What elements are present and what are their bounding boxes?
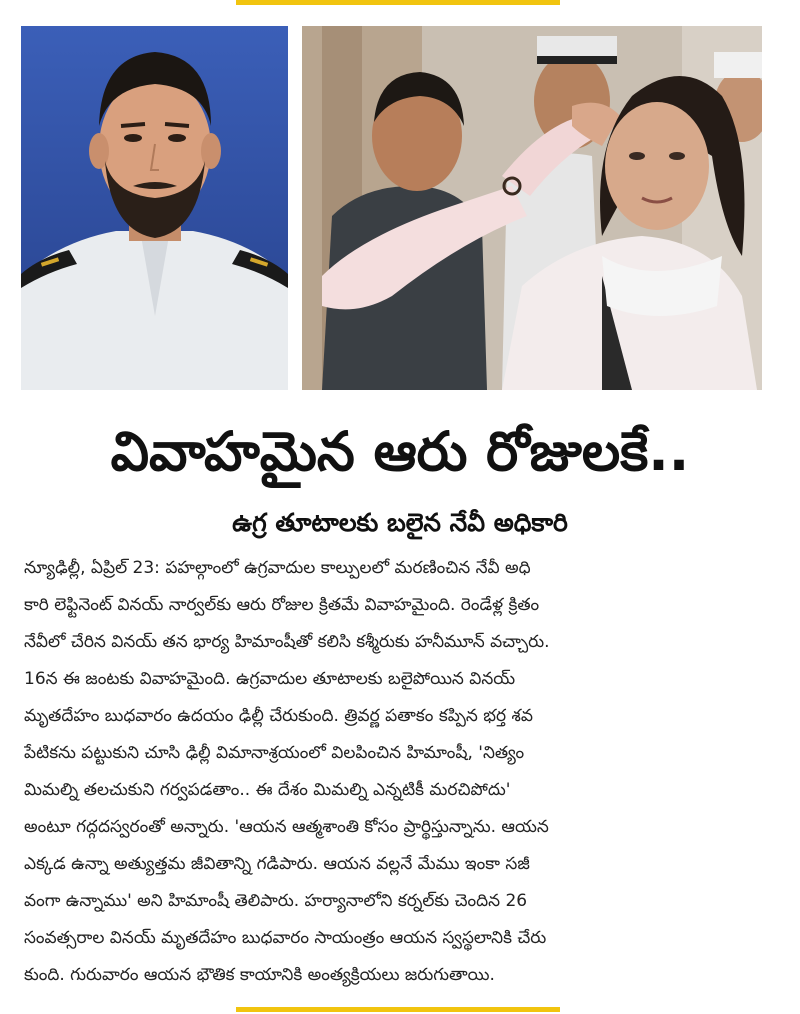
top-accent-bar xyxy=(236,0,560,5)
article-line: కారి లెఫ్టినెంట్ వినయ్ నార్వల్‌కు ఆరు రోజుల క్రితమే వివాహమైంది. రెండేళ్ల క్రితం xyxy=(24,595,540,615)
article-line: నేవీలో చేరిన వినయ్ తన భార్య హిమాంషీతో కలిసి కశ్మీరుకు హనీమూన్ వచ్చారు. xyxy=(24,632,550,652)
article-line: 16న ఈ జంటకు వివాహమైంది. ఉగ్రవాదుల తూటాలకు బలైపోయిన వినయ్ xyxy=(24,669,516,689)
article-line: పేటికను పట్టుకుని చూసి ఢిల్లీ విమానాశ్రయంలో విలపించిన హిమాంషీ, 'నిత్యం xyxy=(24,743,525,763)
officer-portrait-photo xyxy=(21,26,288,390)
subheadline: ఉగ్ర తూటాలకు బలైన నేవీ అధికారి xyxy=(232,508,568,537)
headline: వివాహమైన ఆరు రోజులకే.. xyxy=(110,420,690,483)
article-line: వంగా ఉన్నాము' అని హిమాంషీ తెలిపారు. హర్యానాలోని కర్నల్‌కు చెందిన 26 xyxy=(24,891,528,911)
article-line: ఎక్కడ ఉన్నా అత్యుత్తమ జీవితాన్ని గడిపారు. ఆయన వల్లనే మేము ఇంకా సజీ xyxy=(24,854,530,874)
article-line: న్యూఢిల్లీ, ఏప్రిల్ 23: పహల్గాంలో ఉగ్రవాదుల కాల్పులలో మరణించిన నేవీ అధి xyxy=(24,558,531,578)
article-body xyxy=(24,550,770,994)
article-line: మిమల్ని తలచుకుని గర్వపడతాం.. ఈ దేశం మిమల్ని ఎన్నటికీ మరచిపోదు' xyxy=(24,780,511,800)
bottom-accent-bar xyxy=(236,1007,560,1012)
article-line: మృతదేహం బుధవారం ఉదయం ఢిల్లీ చేరుకుంది. త్రివర్ణ పతాకం కప్పిన భర్త శవ xyxy=(24,706,533,726)
article-line: సంవత్సరాల వినయ్ మృతదేహం బుధవారం సాయంత్రం ఆయన స్వస్థలానికి చేరు xyxy=(24,928,547,948)
article-line: కుంది. గురువారం ఆయన భౌతిక కాయానికి అంత్యక్రియలు జరుగుతాయి. xyxy=(24,965,495,985)
funeral-salute-photo xyxy=(302,26,762,390)
article-line: అంటూ గద్గదస్వరంతో అన్నారు. 'ఆయన ఆత్మశాంతి కోసం ప్రార్థిస్తున్నాను. ఆయన xyxy=(24,817,549,837)
